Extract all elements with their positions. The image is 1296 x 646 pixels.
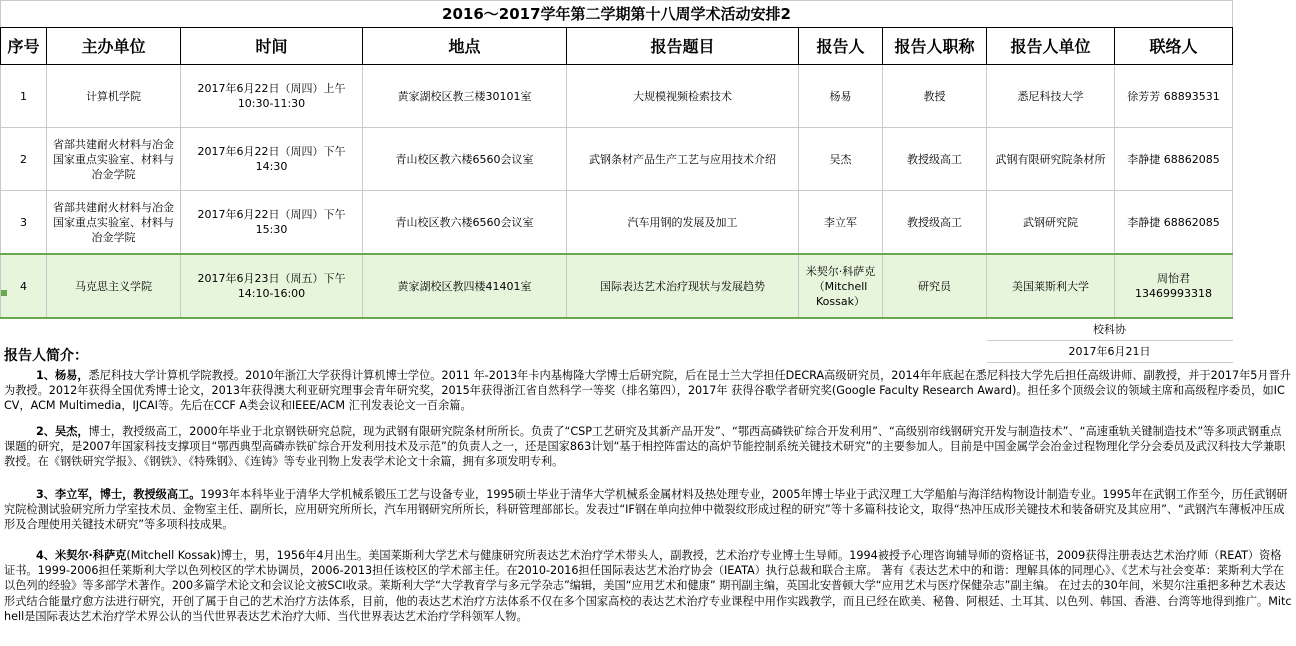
cell-speaker-unit[interactable]: 武钢研究院 [987,191,1115,255]
bio-lead: 4、米契尔·科萨克 [36,549,127,562]
table-row [1,65,1233,128]
cell-no[interactable]: 4 [1,254,47,318]
header-cell[interactable]: 报告人 [799,28,883,65]
bio-text: 1993年本科毕业于清华大学机械系锻压工艺与设备专业，1995硕士毕业于清华大学机械系金属材料及热处理专业，2005年博士毕业于武汉理工大学船舶与海洋结构物设计制造专业。1995年在武钢工作至今，历任武钢研究院检测试验研究所力学室技术员、金物室主任、副所长，应用研究所所长，汽车用钢研究所所长，科研管理部部长。发表过“IF钢在单向拉伸中微裂纹形成过程的研究”等十多篇科技论文，取得“热冲压成形关键技术和装备研究及其应用”、“武钢汽车薄板冲压成形及合理使用关键技术研究”等多项科技成果。 [4,488,1288,532]
table-row [1,128,1233,191]
table-row [1,191,1233,255]
footer-date[interactable]: 2017年6月21日 [987,341,1233,363]
empty-cell[interactable] [1,318,987,341]
sheet-title[interactable]: 2016～2017学年第二学期第十八周学术活动安排2 [1,1,1233,28]
cell-time[interactable]: 2017年6月23日（周五）下午14:10-16:00 [181,254,363,318]
table-row-selected [1,254,1233,318]
selection-fill-handle[interactable] [1,290,7,296]
cell-speaker[interactable]: 杨易 [799,65,883,128]
cell-org[interactable]: 马克思主义学院 [47,254,181,318]
cell-speaker-title[interactable]: 教授级高工 [883,191,987,255]
cell-org[interactable]: 省部共建耐火材料与冶金国家重点实验室、材料与冶金学院 [47,128,181,191]
cell-time[interactable]: 2017年6月22日（周四）下午15:30 [181,191,363,255]
cell-no[interactable]: 2 [1,128,47,191]
cell-contact[interactable]: 李静捷 68862085 [1115,191,1233,255]
bio-text: 博士，教授级高工，2000年毕业于北京钢铁研究总院，现为武钢有限研究院条材所所长。负责了“CSP工艺研究及其新产品开发”、“鄂西高磷铁矿综合开发利用”、“高级别帘线钢研究开发与制造技术”、“高速重轨关键制造技术”等多项武钢重点课题的研究，是2007年国家科技支撑项目“鄂西典型高磷赤铁矿综合开发利用技术及示范”的负责人之一，还是国家863计划“基于相控阵雷达的高炉节能控制系统关键技术研究”的主要参加人。目前是中国金属学会冶金过程物理化学分会委员及武汉科技大学兼职教授。在《钢铁研究学报》、《钢铁》、《特殊钢》、《连铸》等专业刊物上发表学术论文十余篇，拥有多项发明专利。 [4,425,1286,469]
speaker-bio [4,424,1292,470]
bio-lead: 2、吴杰， [36,425,89,438]
empty-cell[interactable] [1,341,987,363]
cell-topic[interactable]: 国际表达艺术治疗现状与发展趋势 [567,254,799,318]
footer-row [1,341,1233,363]
bio-heading: 报告人简介： [4,348,88,364]
cell-place[interactable]: 青山校区教六楼6560会议室 [363,191,567,255]
header-cell[interactable]: 报告人职称 [883,28,987,65]
cell-org[interactable]: 省部共建耐火材料与冶金国家重点实验室、材料与冶金学院 [47,191,181,255]
cell-org[interactable]: 计算机学院 [47,65,181,128]
cell-speaker-unit[interactable]: 悉尼科技大学 [987,65,1115,128]
cell-place[interactable]: 黄家湖校区教四楼41401室 [363,254,567,318]
cell-no[interactable]: 1 [1,65,47,128]
cell-place[interactable]: 黄家湖校区教三楼30101室 [363,65,567,128]
header-cell[interactable]: 报告人单位 [987,28,1115,65]
header-cell[interactable]: 联络人 [1115,28,1233,65]
cell-speaker-title[interactable]: 教授级高工 [883,128,987,191]
header-cell[interactable]: 报告题目 [567,28,799,65]
header-cell[interactable]: 序号 [1,28,47,65]
bio-text: 悉尼科技大学计算机学院教授。2010年浙江大学获得计算机博士学位。2011 年-2013年卡内基梅隆大学博士后研究院，后在昆士兰大学担任DECRA高级研究员，2014年年底起在悉尼科技大学先后担任高级讲师、副教授，并于2017年5月晋升为教授。2012年获得全国优秀博士论文，2013年获得澳大利亚研究理事会青年研究奖，2015年获得浙江省自然科学一等奖（排名第四），2017年 获得谷歌学者研究奖(Google Faculty Research Award)。担任多个顶级会议的领域主席和高级程序委员，如ICCV，ACM Multimedia，IJCAI等。先后在CCF A类会议和IEEE/ACM 汇刊发表论文一百余篇。 [4,369,1291,413]
footer-issuer[interactable]: 校科协 [987,318,1233,341]
cell-place[interactable]: 青山校区教六楼6560会议室 [363,128,567,191]
speaker-bio [4,368,1292,414]
cell-speaker[interactable]: 李立军 [799,191,883,255]
cell-contact[interactable]: 李静捷 68862085 [1115,128,1233,191]
bio-lead: 1、杨易， [36,369,89,382]
cell-topic[interactable]: 大规模视频检索技术 [567,65,799,128]
cell-topic[interactable]: 汽车用钢的发展及加工 [567,191,799,255]
speaker-bio [4,548,1292,624]
cell-topic[interactable]: 武钢条材产品生产工艺与应用技术介绍 [567,128,799,191]
header-row [1,28,1233,65]
cell-speaker-unit[interactable]: 武钢有限研究院条材所 [987,128,1115,191]
cell-time[interactable]: 2017年6月22日（周四）下午14:30 [181,128,363,191]
cell-speaker[interactable]: 吴杰 [799,128,883,191]
cell-speaker-title[interactable]: 教授 [883,65,987,128]
cell-speaker[interactable]: 米契尔·科萨克（Mitchell Kossak） [799,254,883,318]
header-cell[interactable]: 主办单位 [47,28,181,65]
speaker-bio [4,487,1292,533]
bio-lead: 3、李立军，博士，教授级高工。 [36,488,201,501]
cell-speaker-title[interactable]: 研究员 [883,254,987,318]
cell-speaker-unit[interactable]: 美国莱斯利大学 [987,254,1115,318]
cell-no[interactable]: 3 [1,191,47,255]
cell-time[interactable]: 2017年6月22日（周四）上午10:30-11:30 [181,65,363,128]
footer-row [1,318,1233,341]
header-cell[interactable]: 时间 [181,28,363,65]
header-cell[interactable]: 地点 [363,28,567,65]
bio-text: (Mitchell Kossak)博士，男，1956年4月出生。美国莱斯利大学艺术与健康研究所表达艺术治疗学术带头人，副教授，艺术治疗专业博士生导师。1994被授予心理咨询辅导师的资格证书，2009获得注册表达艺术治疗师（REAT）资格证书。1999-2006担任莱斯利大学以色列校区的学术协调员，2006-2013担任该校区的学术部主任。在2010-2016担任国际表达艺术治疗协会（IEATA）执行总裁和联合主席。 著有《表达艺术中的和谐：理解具体的同理心》、《艺术与社会变革：莱斯利大学在以色列的经验》等多部学术著作。200多篇学术论文和会议论文被SCI收录。莱斯利大学“大学教育学与多元学杂志”编辑，美国“应用艺术和健康” 期刊副主编，英国北安普顿大学“应用艺术与医疗保健杂志”副主编。 在过去的30年间，米契尔注重把多种艺术表达形式结合能量疗愈方法进行研究，开创了属于自己的艺术治疗方法体系，目前，他的表达艺术治疗方法体系不仅在多个国家高校的表达艺术治疗专业课程中用作实践教学，而且已经在欧美、秘鲁、阿根廷、土耳其、以色列、韩国、香港、台湾等地得到推广。Mitchell是国际表达艺术治疗学术界公认的当代世界表达艺术治疗大师、当代世界表达艺术治疗学科领军人物。 [4,549,1292,623]
cell-contact[interactable]: 徐芳芳 68893531 [1115,65,1233,128]
cell-contact[interactable]: 周怡君 13469993318 [1115,254,1233,318]
